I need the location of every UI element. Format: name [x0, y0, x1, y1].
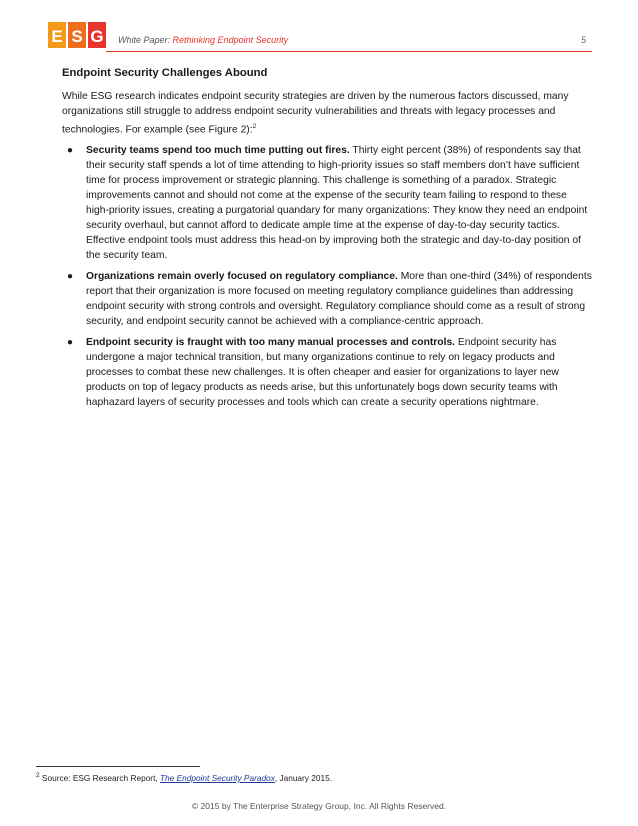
footnote	[36, 772, 332, 783]
bullet-body: More than one-third (34%) of respondents report that their organization is more focused on meeting regulatory compliance guidelines than addressing endpoint security with strong controls and oversight. Regulatory compliance should come as a result of strong security, and endpoint security cannot be achieved with a compliance-centric approach.	[86, 271, 592, 328]
page-header	[48, 22, 592, 52]
bullet-lead: Endpoint security is fraught with too many manual processes and controls.	[86, 337, 456, 349]
bullet-body: Thirty eight percent (38%) of respondents say that their security staff spends a lot of time attending to high-priority issues so staff members don’t have sufficient time for process improvement or strategic planning. This challenge is something of a paradox. Strategic improvements cannot and should not come at the expense of the security team failing to respond to these high-priority issues, creating a purgatorial quandary for many organizations: They know they need an endpoint security overhaul, but cannot afford to dedicate ample time at the expense of day-to-day security tactics. Effective endpoint tools must address this head-on by improving both the strategic and day-to-day position of the security team.	[86, 145, 588, 262]
document-type: White Paper:	[118, 35, 173, 45]
logo-letter-e: E	[48, 22, 66, 48]
list-item	[62, 335, 592, 410]
header-divider	[106, 51, 592, 52]
footnote-number: 2	[36, 772, 40, 779]
copyright-footer: © 2015 by The Enterprise Strategy Group, Inc. All Rights Reserved.	[191, 801, 447, 811]
footnote-suffix: , January 2015.	[274, 772, 333, 783]
bullet-lead: Organizations remain overly focused on regulatory compliance.	[86, 271, 398, 283]
footnote-prefix: Source: ESG Research Report,	[39, 772, 160, 783]
footnote-divider	[36, 766, 200, 767]
bullet-icon: ●	[67, 271, 74, 283]
logo-letter-g: G	[88, 22, 106, 48]
list-item	[62, 143, 592, 263]
page-number: 5	[580, 35, 586, 45]
footnote-link[interactable]: The Endpoint Security Paradox	[159, 772, 275, 783]
footnote-ref[interactable]: 2	[252, 123, 257, 130]
intro-text: While ESG research indicates endpoint security strategies are driven by the numerous factors discussed, many organizations still struggle to address endpoint security vulnerabilities and threats with legacy processes and technologies. For example (see Figure 2):	[62, 91, 569, 136]
bullet-icon: ●	[67, 337, 74, 349]
bullet-body: Endpoint security has undergone a major technical transition, but many organizations continue to rely on legacy products and processes to combat these new challenges. It is often cheaper and easier for organizations to layer new products on top of legacy products as needs arise, but this unfortunately bogs down security teams with haphazard layers of security processes and tools which can create a security operations nightmare.	[86, 337, 559, 409]
esg-logo	[48, 22, 106, 48]
section-heading: Endpoint Security Challenges Abound	[62, 67, 268, 79]
logo-letter-s: S	[68, 22, 86, 48]
main-content	[62, 66, 592, 416]
document-title-text: Rethinking Endpoint Security	[172, 35, 289, 45]
challenge-list	[62, 143, 592, 410]
bullet-lead: Security teams spend too much time putting out fires.	[86, 145, 350, 157]
intro-paragraph	[62, 89, 592, 137]
bullet-icon: ●	[67, 145, 74, 157]
list-item	[62, 269, 592, 329]
document-title	[118, 35, 288, 45]
